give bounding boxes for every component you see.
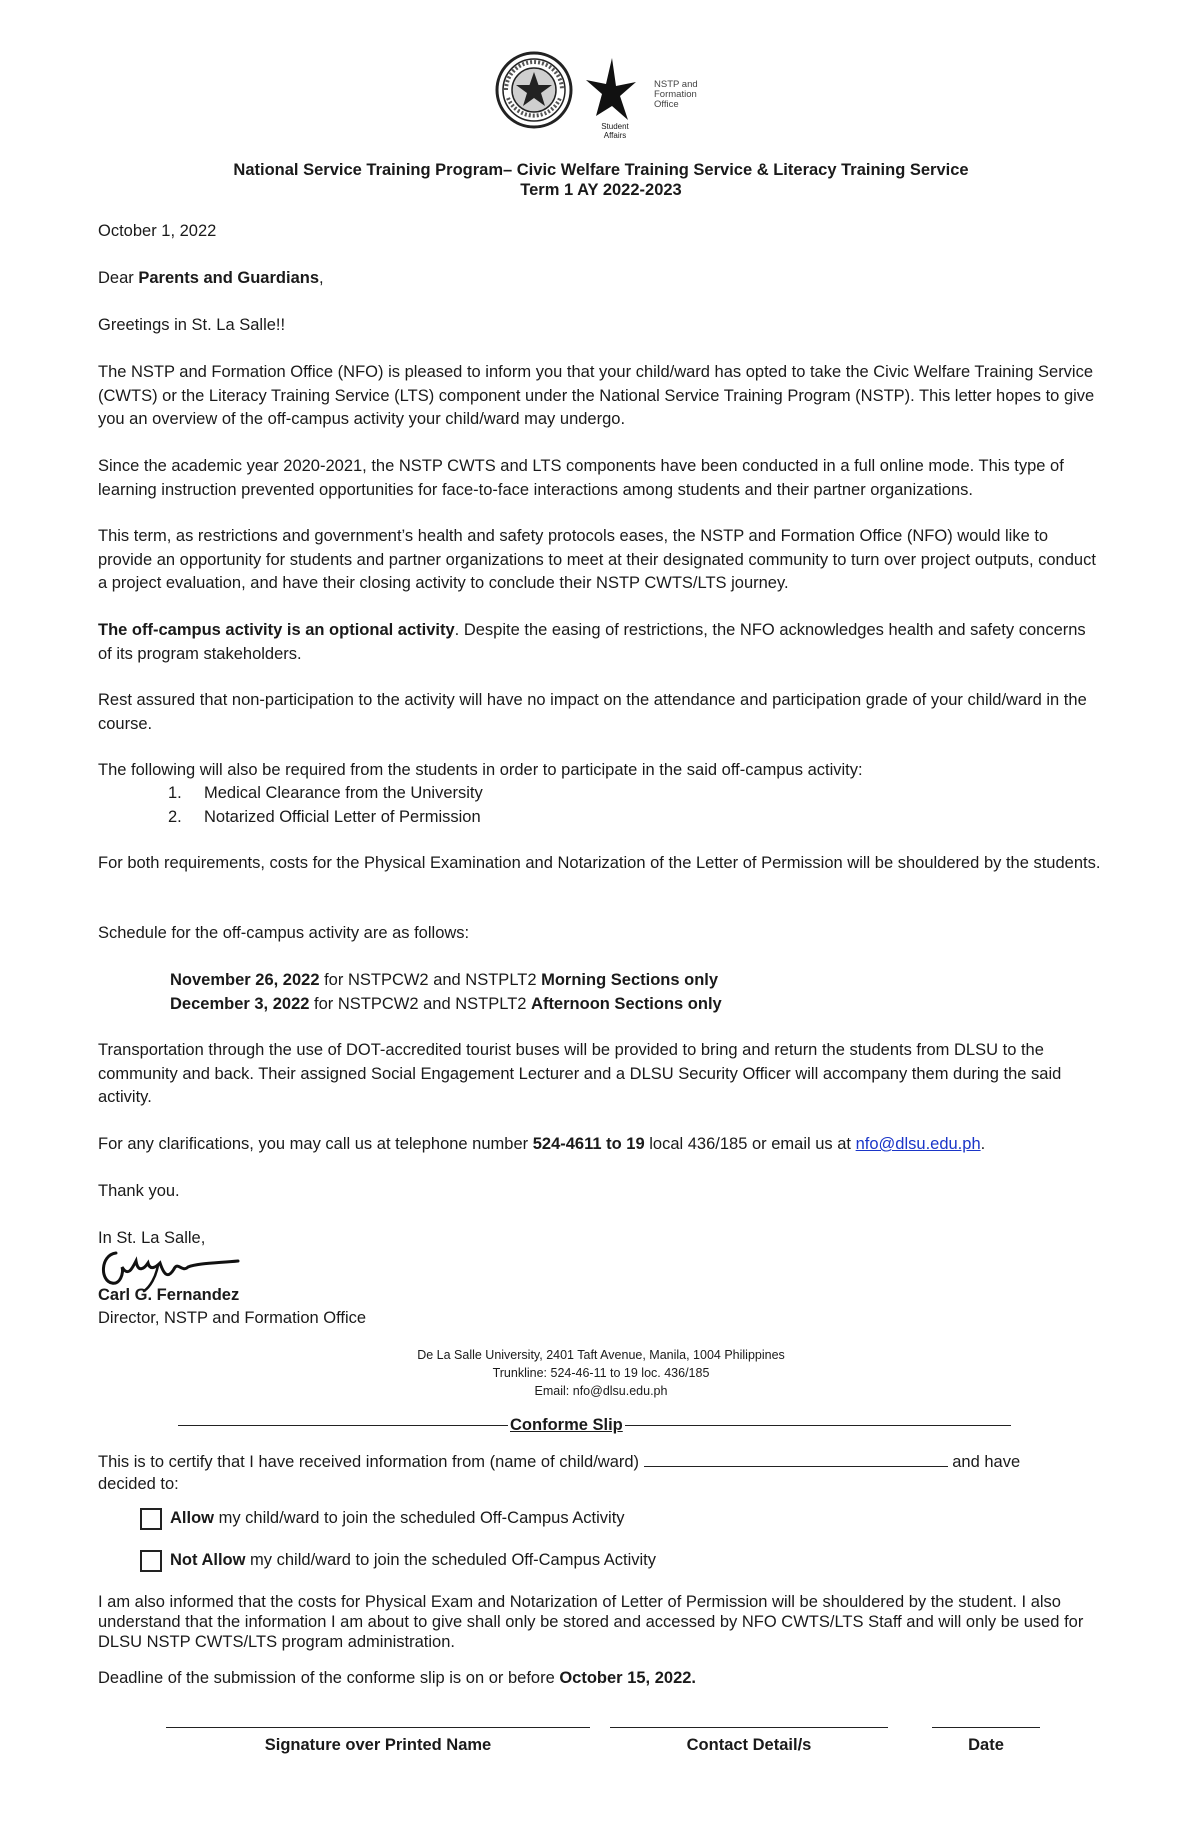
date-label: Date	[968, 1736, 1004, 1754]
paragraph-clarifications	[98, 1133, 1104, 1157]
footer-address: De La Salle University, 2401 Taft Avenue, Manila, 1004 Philippines	[417, 1348, 785, 1362]
schedule-item	[170, 993, 722, 1017]
deadline-date: October 15, 2022.	[559, 1669, 697, 1687]
star-caption: Student Affairs	[601, 122, 629, 140]
clar-text-c: .	[980, 1135, 986, 1153]
schedule-sections: Morning Sections only	[541, 971, 719, 989]
paragraph-informed: I am also informed that the costs for Physical Exam and Notarization of Letter of Permission will be shouldered by the student. I also understand that the information I am about to give shall only be stored and accessed by NFO CWTS/LTS Staff and will only be used for DLSU NSTP CWTS/LTS program administration.	[98, 1593, 1084, 1651]
paragraph-intro: The NSTP and Formation Office (NFO) is pleased to inform you that your child/ward has opted to take the Civic Welfare Training Service (CWTS) or the Literacy Training Service (LTS) component under the National Service Training Program (NSTP). This letter hopes to give you an overview of the off-campus activity your child/ward may undergo.	[98, 363, 1095, 428]
salutation-prefix: Dear	[98, 269, 139, 287]
signer-name: Carl G. Fernandez	[98, 1286, 240, 1304]
certify-text-b: and have	[947, 1453, 1021, 1471]
contact-label: Contact Detail/s	[686, 1736, 812, 1754]
office-caption-line: Formation	[654, 89, 697, 100]
title-line2: Term 1 AY 2022-2023	[520, 181, 682, 199]
salutation-bold: Parents and Guardians	[138, 269, 319, 287]
list-number: 2.	[168, 807, 182, 826]
option-not-allow	[140, 1548, 656, 1572]
option-allow	[140, 1506, 625, 1530]
conforme-slip-title: Conforme Slip	[510, 1416, 623, 1434]
schedule-date: November 26, 2022	[170, 971, 320, 989]
optional-bold: The off-campus activity is an optional activity	[98, 621, 455, 639]
paragraph-rest-assured: Rest assured that non-participation to the activity will have no impact on the attendance and participation grade of your child/ward in the course.	[98, 691, 1087, 733]
paragraph-optional	[98, 619, 1104, 666]
closing: In St. La Salle,	[98, 1229, 206, 1247]
email-link[interactable]: nfo@dlsu.edu.ph	[855, 1135, 981, 1153]
clar-text-b: local 436/185 or email us at	[644, 1135, 856, 1153]
thank-you: Thank you.	[98, 1182, 180, 1200]
salutation-suffix: ,	[319, 269, 324, 287]
requirements-list	[168, 782, 483, 829]
child-name-field[interactable]	[644, 1450, 948, 1467]
list-item	[168, 782, 483, 806]
paragraph-online-mode: Since the academic year 2020-2021, the NSTP CWTS and LTS components have been conducted in a full online mode. This type of learning instruction prevented opportunities for face-to-face interactions among students and their partner organizations.	[98, 457, 1064, 499]
paragraph-requirements-intro: The following will also be required from the students in order to participate in the said off-campus activity:	[98, 761, 863, 779]
office-caption	[654, 80, 698, 110]
optional-rest: . Despite the easing of restrictions, the NFO acknowledges health and safety concerns of its program stakeholders.	[98, 621, 1086, 663]
document-title	[98, 160, 1104, 200]
signer-title: Director, NSTP and Formation Office	[98, 1309, 367, 1327]
certify-text: This is to certify that I have received information from (name of child/ward)	[98, 1453, 644, 1471]
title-line1: National Service Training Program– Civic Welfare Training Service & Literacy Training Service	[233, 161, 969, 179]
phone-number: 524-4611 to 19	[532, 1135, 645, 1153]
schedule-date: December 3, 2022	[170, 994, 310, 1013]
salutation	[98, 267, 1104, 291]
list-text: Medical Clearance from the University	[204, 784, 483, 802]
allow-bold: Allow	[170, 1509, 214, 1527]
list-number: 1.	[168, 784, 182, 802]
conforme-slip-divider	[178, 1416, 1028, 1440]
deadline-text: Deadline of the submission of the conforme slip is on or before	[98, 1669, 560, 1687]
paragraph-schedule-intro: Schedule for the off-campus activity are as follows:	[98, 924, 470, 942]
divider-rule-left	[178, 1425, 508, 1426]
letter-date: October 1, 2022	[98, 222, 217, 240]
schedule-list	[170, 969, 722, 1016]
footer-email: Email: nfo@dlsu.edu.ph	[534, 1384, 668, 1398]
schedule-item	[170, 969, 722, 993]
letter-footer	[98, 1346, 1104, 1400]
decided-to: decided to:	[98, 1475, 179, 1493]
not-allow-checkbox[interactable]	[140, 1550, 162, 1572]
deadline	[98, 1667, 1104, 1691]
list-text: Notarized Official Letter of Permission	[204, 807, 481, 826]
signature-label: Signature over Printed Name	[264, 1736, 492, 1754]
schedule-sections: Afternoon Sections only	[531, 994, 722, 1013]
allow-rest: my child/ward to join the scheduled Off-Campus Activity	[214, 1509, 625, 1527]
schedule-mid: for NSTPCW2 and NSTPLT2	[309, 994, 532, 1013]
signature-line[interactable]	[166, 1727, 590, 1728]
paragraph-transportation: Transportation through the use of DOT-accredited tourist buses will be provided to bring and return the students from DLSU to the community and back. Their assigned Social Engagement Lecturer and a DLSU Security Officer will accompany them during the said activity.	[98, 1041, 1062, 1106]
paragraph-this-term: This term, as restrictions and government’s health and safety protocols eases, the NSTP and Formation Office (NFO) would like to provide an opportunity for students and partner organizations to meet at their designated community to turn over project outputs, conduct a project evaluation, and have their closing activity to conclude their NSTP CWTS/LTS journey.	[98, 527, 1096, 592]
footer-trunkline: Trunkline: 524-46-11 to 19 loc. 436/185	[492, 1366, 710, 1380]
contact-line[interactable]	[610, 1727, 888, 1728]
certify-line	[98, 1450, 1104, 1475]
office-caption-line: NSTP and	[654, 79, 698, 90]
date-line[interactable]	[932, 1727, 1040, 1728]
clar-text-a: For any clarifications, you may call us at telephone number	[98, 1135, 533, 1153]
schedule-mid: for NSTPCW2 and NSTPLT2	[319, 971, 542, 989]
list-item	[168, 806, 483, 830]
paragraph-costs: For both requirements, costs for the Physical Examination and Notarization of the Letter of Permission will be shouldered by the students.	[98, 854, 1101, 872]
greeting: Greetings in St. La Salle!!	[98, 316, 286, 334]
not-allow-bold: Not Allow	[170, 1551, 246, 1569]
header-logos	[494, 50, 724, 140]
allow-checkbox[interactable]	[140, 1508, 162, 1530]
office-caption-line: Office	[654, 99, 679, 110]
divider-rule-right	[625, 1425, 1011, 1426]
not-allow-rest: my child/ward to join the scheduled Off-Campus Activity	[245, 1551, 657, 1569]
